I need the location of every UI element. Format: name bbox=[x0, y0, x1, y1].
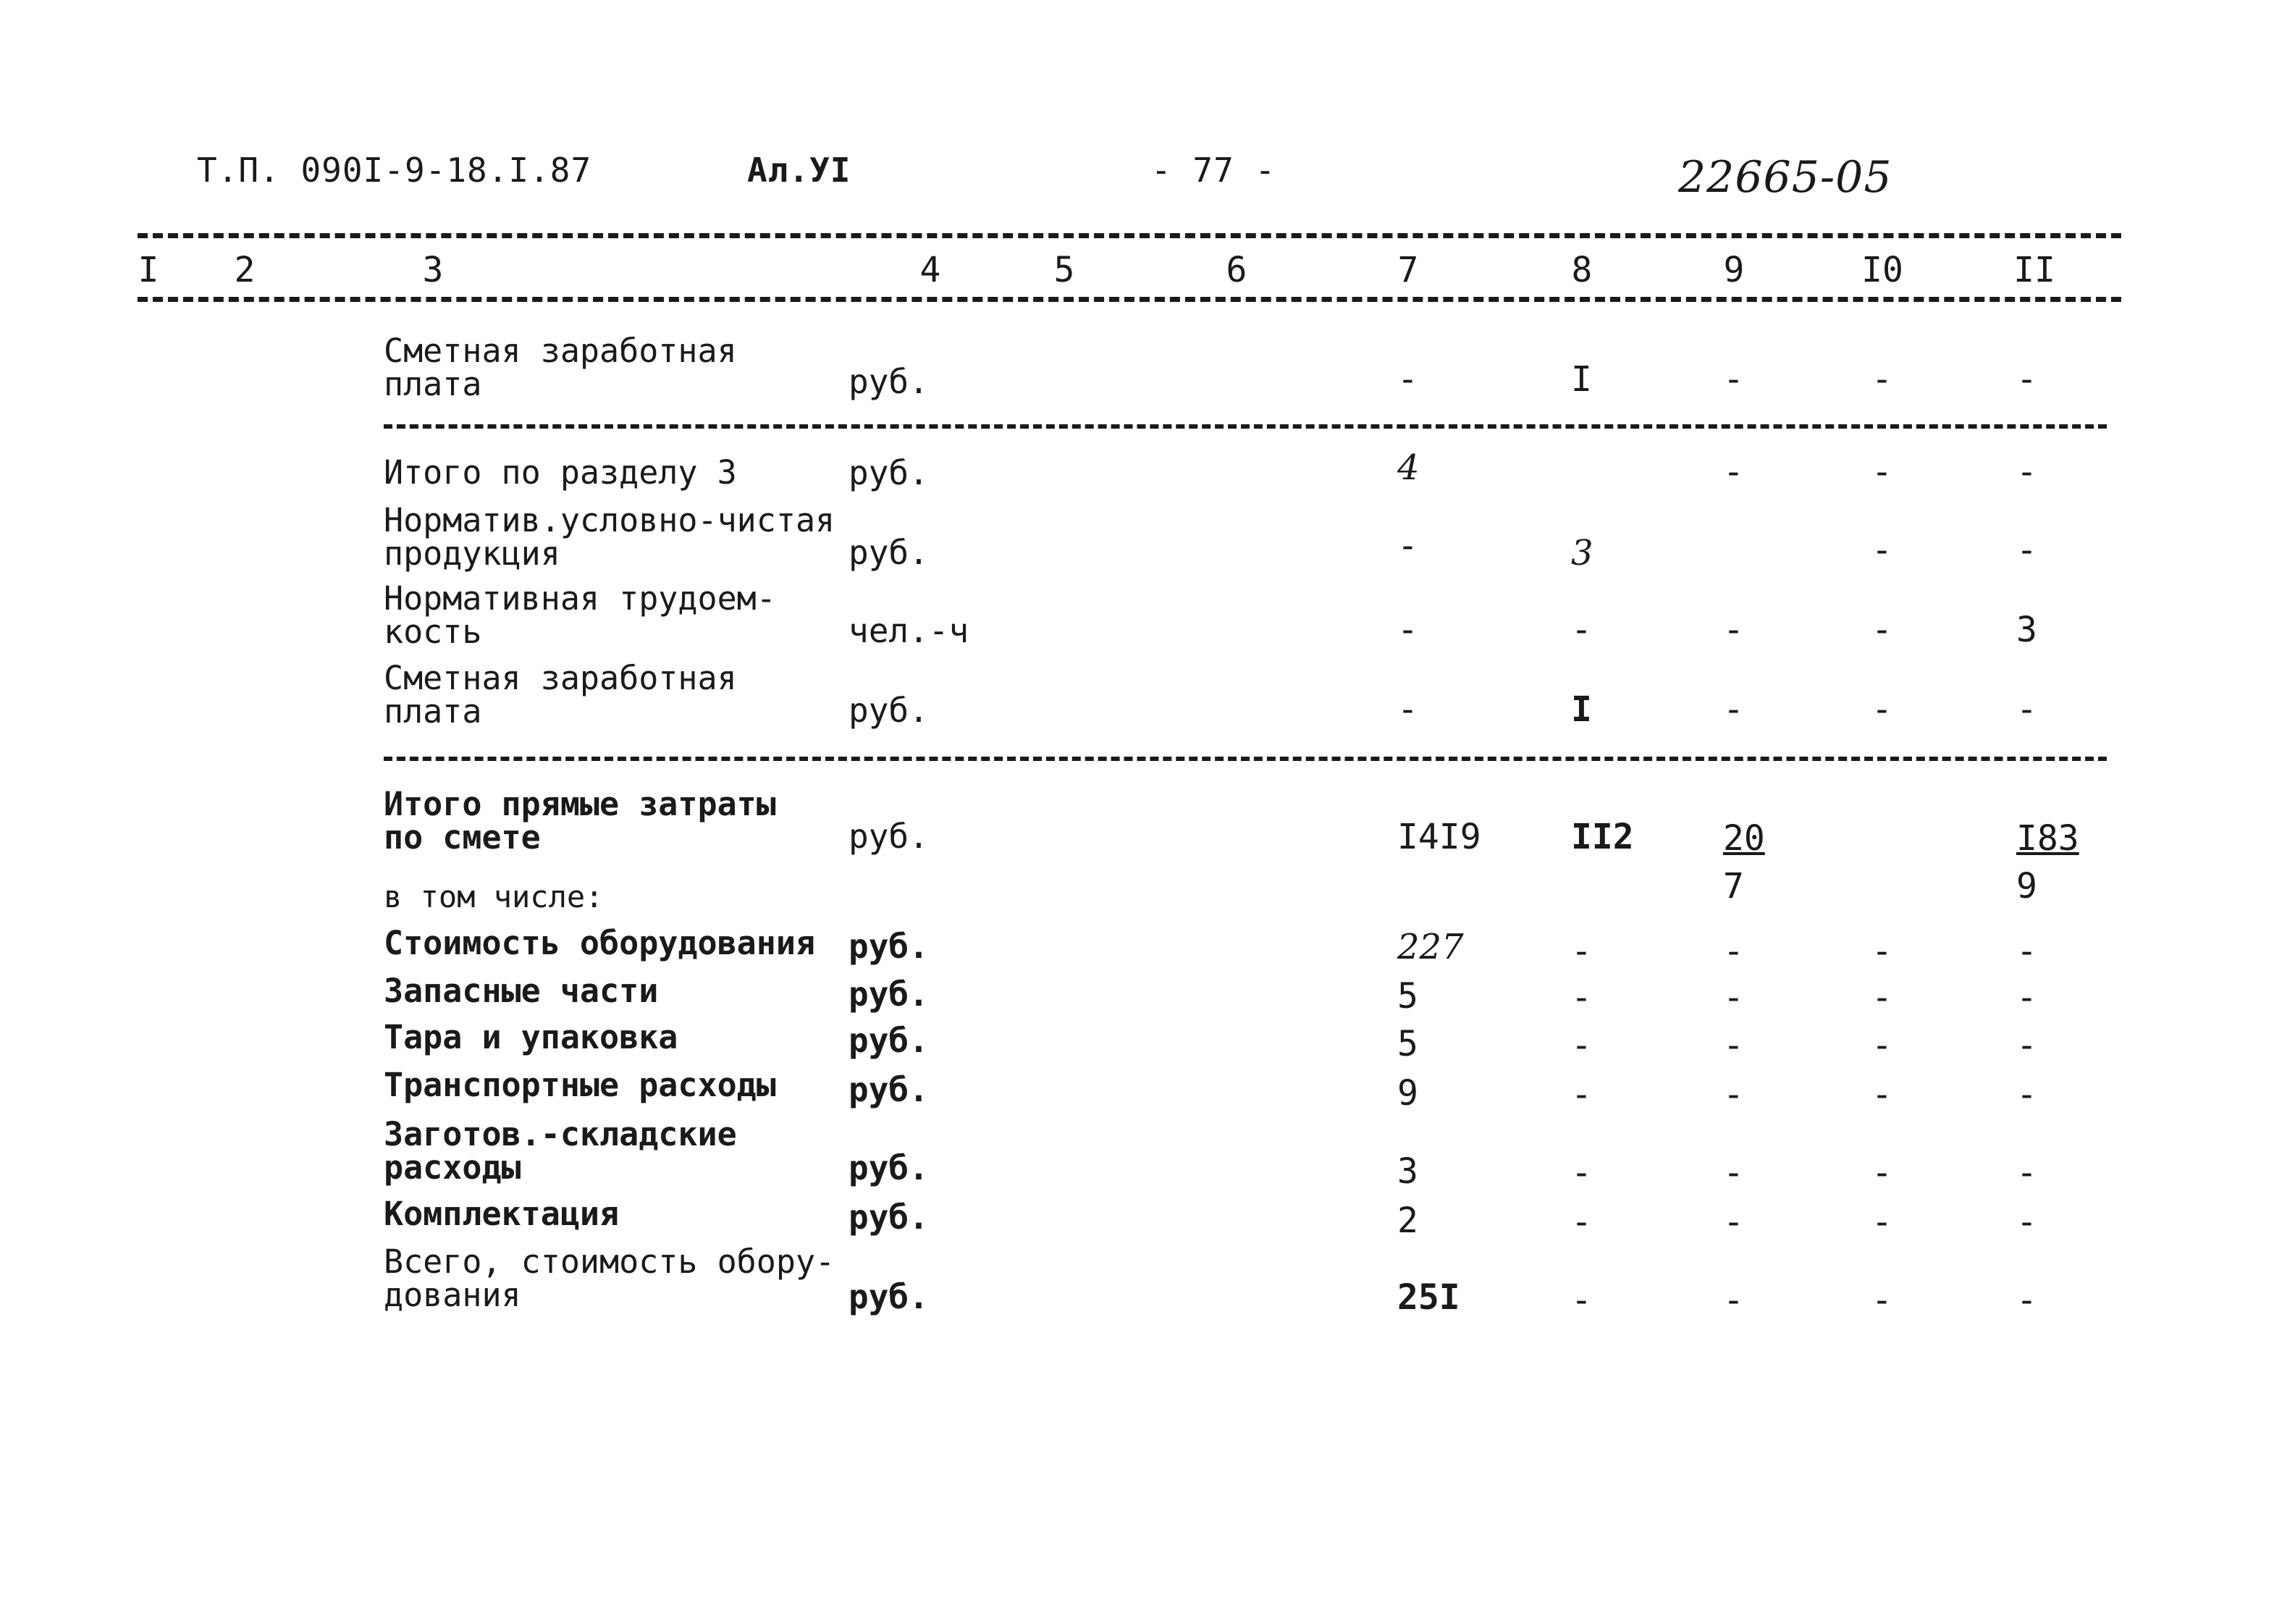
row-value-col9: - bbox=[1723, 610, 1744, 650]
row-value-col7: 2 bbox=[1397, 1200, 1418, 1241]
row-value-col10: - bbox=[1871, 530, 1892, 571]
row-value-col9: - bbox=[1723, 931, 1744, 972]
row-unit: руб. bbox=[848, 1070, 929, 1109]
row-value-col11: - bbox=[2016, 1074, 2037, 1115]
row-value-col11: I83 bbox=[2016, 818, 2079, 859]
column-number: 6 bbox=[1226, 250, 1247, 290]
row-unit: руб. bbox=[848, 975, 929, 1014]
row-value-col10: - bbox=[1871, 689, 1892, 730]
row-value-col7: - bbox=[1397, 689, 1418, 730]
column-number: 7 bbox=[1397, 250, 1419, 290]
row-value-col7: 5 bbox=[1397, 1024, 1418, 1064]
row-unit: руб. bbox=[848, 453, 929, 492]
row-value-col9: - bbox=[1723, 1074, 1744, 1115]
row-value-col8: II2 bbox=[1571, 817, 1634, 857]
row-value-col9: - bbox=[1723, 977, 1744, 1018]
row-unit: руб. bbox=[848, 1148, 929, 1187]
row-value-col11: - bbox=[2016, 1280, 2037, 1321]
row-value-col8: - bbox=[1571, 931, 1592, 972]
column-number: I0 bbox=[1861, 250, 1903, 290]
row-label: Нормативная трудоем- кость bbox=[384, 579, 776, 651]
column-number: 4 bbox=[919, 250, 941, 290]
row-value-col11: - bbox=[2016, 359, 2037, 400]
row-value-col10: - bbox=[1871, 1025, 1892, 1066]
row-value-col11: - bbox=[2016, 1025, 2037, 1066]
row-unit: руб. bbox=[848, 533, 929, 572]
row-value-col7: I4I9 bbox=[1397, 817, 1481, 857]
row-label: Транспортные расходы bbox=[384, 1066, 776, 1104]
doc-reference: Т.П. 090I-9-18.I.87 bbox=[197, 151, 592, 190]
row-value-col11: 9 bbox=[2016, 866, 2037, 906]
row-value-col8: - bbox=[1571, 1153, 1592, 1193]
row-value-col10: - bbox=[1871, 1202, 1892, 1242]
column-number: 9 bbox=[1723, 250, 1745, 290]
row-value-col8: - bbox=[1571, 1280, 1592, 1321]
row-value-col10: - bbox=[1871, 1074, 1892, 1115]
row-value-col11: - bbox=[2016, 452, 2037, 492]
row-value-col9: - bbox=[1723, 1280, 1744, 1321]
row-value-col8: 3 bbox=[1571, 533, 1593, 573]
row-value-col7: 5 bbox=[1397, 976, 1418, 1017]
row-value-col10: - bbox=[1871, 931, 1892, 972]
row-label: Итого по разделу 3 bbox=[384, 453, 737, 492]
row-value-col10: - bbox=[1871, 977, 1892, 1018]
row-unit: руб. bbox=[848, 362, 929, 401]
row-value-col11: - bbox=[2016, 689, 2037, 730]
row-label: Всего, стоимость обору- дования bbox=[384, 1242, 835, 1314]
row-value-col10: - bbox=[1871, 610, 1892, 650]
row-value-col7: 25I bbox=[1397, 1277, 1460, 1318]
row-value-col7: - bbox=[1397, 359, 1418, 400]
row-value-col9: - bbox=[1723, 452, 1744, 492]
column-number: 5 bbox=[1053, 250, 1075, 290]
row-value-col9: 20 bbox=[1723, 818, 1765, 859]
row-label: Заготов.-складские расходы bbox=[384, 1115, 737, 1187]
header-rule-bottom bbox=[138, 297, 2121, 302]
row-value-col10: - bbox=[1871, 1280, 1892, 1321]
row-label: в том числе: bbox=[384, 879, 604, 914]
row-label: Итого прямые затраты по смете bbox=[384, 785, 776, 857]
row-unit: руб. bbox=[848, 817, 929, 856]
row-value-col9: 7 bbox=[1723, 866, 1744, 906]
row-value-col11: - bbox=[2016, 530, 2037, 571]
row-label: Сметная заработная плата bbox=[384, 332, 737, 403]
row-unit: руб. bbox=[848, 1198, 929, 1237]
row-value-col8: - bbox=[1571, 977, 1592, 1018]
section-rule bbox=[384, 424, 2107, 429]
row-value-col8: - bbox=[1571, 1074, 1592, 1115]
row-value-col8: I bbox=[1571, 689, 1592, 730]
row-value-col11: - bbox=[2016, 1202, 2037, 1242]
header-rule-top bbox=[138, 233, 2121, 238]
album-label: Ал.УI bbox=[747, 151, 851, 190]
row-value-col8: I bbox=[1571, 359, 1592, 400]
row-value-col9: - bbox=[1723, 689, 1744, 730]
row-unit: руб. bbox=[848, 1277, 929, 1316]
row-value-col8: - bbox=[1571, 1025, 1592, 1066]
row-unit: чел.-ч bbox=[848, 611, 969, 650]
row-unit: руб. bbox=[848, 691, 929, 730]
row-value-col11: - bbox=[2016, 1153, 2037, 1193]
row-label: Стоимость оборудования bbox=[384, 924, 816, 962]
row-value-col7: 9 bbox=[1397, 1073, 1418, 1114]
row-value-col10: - bbox=[1871, 452, 1892, 492]
section-rule bbox=[384, 757, 2107, 761]
document-number: 22665-05 bbox=[1678, 152, 1892, 203]
row-value-col11: 3 bbox=[2016, 610, 2037, 650]
row-value-col9: - bbox=[1723, 1202, 1744, 1242]
row-value-col10: - bbox=[1871, 1153, 1892, 1193]
row-value-col8: - bbox=[1571, 610, 1592, 650]
row-value-col7: 4 bbox=[1397, 447, 1420, 488]
row-value-col7: 3 bbox=[1397, 1151, 1418, 1192]
row-label: Комплектация bbox=[384, 1195, 620, 1233]
row-value-col7: - bbox=[1397, 610, 1418, 650]
row-value-col7: 227 bbox=[1397, 927, 1464, 967]
column-number: 8 bbox=[1571, 250, 1593, 290]
page-number: - 77 - bbox=[1151, 151, 1276, 190]
row-label: Запасные части bbox=[384, 972, 659, 1010]
row-value-col9: - bbox=[1723, 359, 1744, 400]
row-value-col11: - bbox=[2016, 931, 2037, 972]
row-value-col8: - bbox=[1571, 1202, 1592, 1242]
column-number: 2 bbox=[234, 250, 256, 290]
row-value-col9: - bbox=[1723, 1025, 1744, 1066]
row-label: Норматив.условно-чистая продукция bbox=[384, 501, 835, 573]
column-number: 3 bbox=[422, 250, 444, 290]
row-label: Тара и упаковка bbox=[384, 1018, 678, 1056]
row-value-col10: - bbox=[1871, 359, 1892, 400]
row-unit: руб. bbox=[848, 927, 929, 966]
row-unit: руб. bbox=[848, 1021, 929, 1060]
column-number: I bbox=[138, 250, 159, 290]
column-number: II bbox=[2013, 250, 2055, 290]
row-value-col9: - bbox=[1723, 1153, 1744, 1193]
row-label: Сметная заработная плата bbox=[384, 659, 737, 731]
row-value-col7: - bbox=[1397, 526, 1418, 566]
row-value-col11: - bbox=[2016, 977, 2037, 1018]
